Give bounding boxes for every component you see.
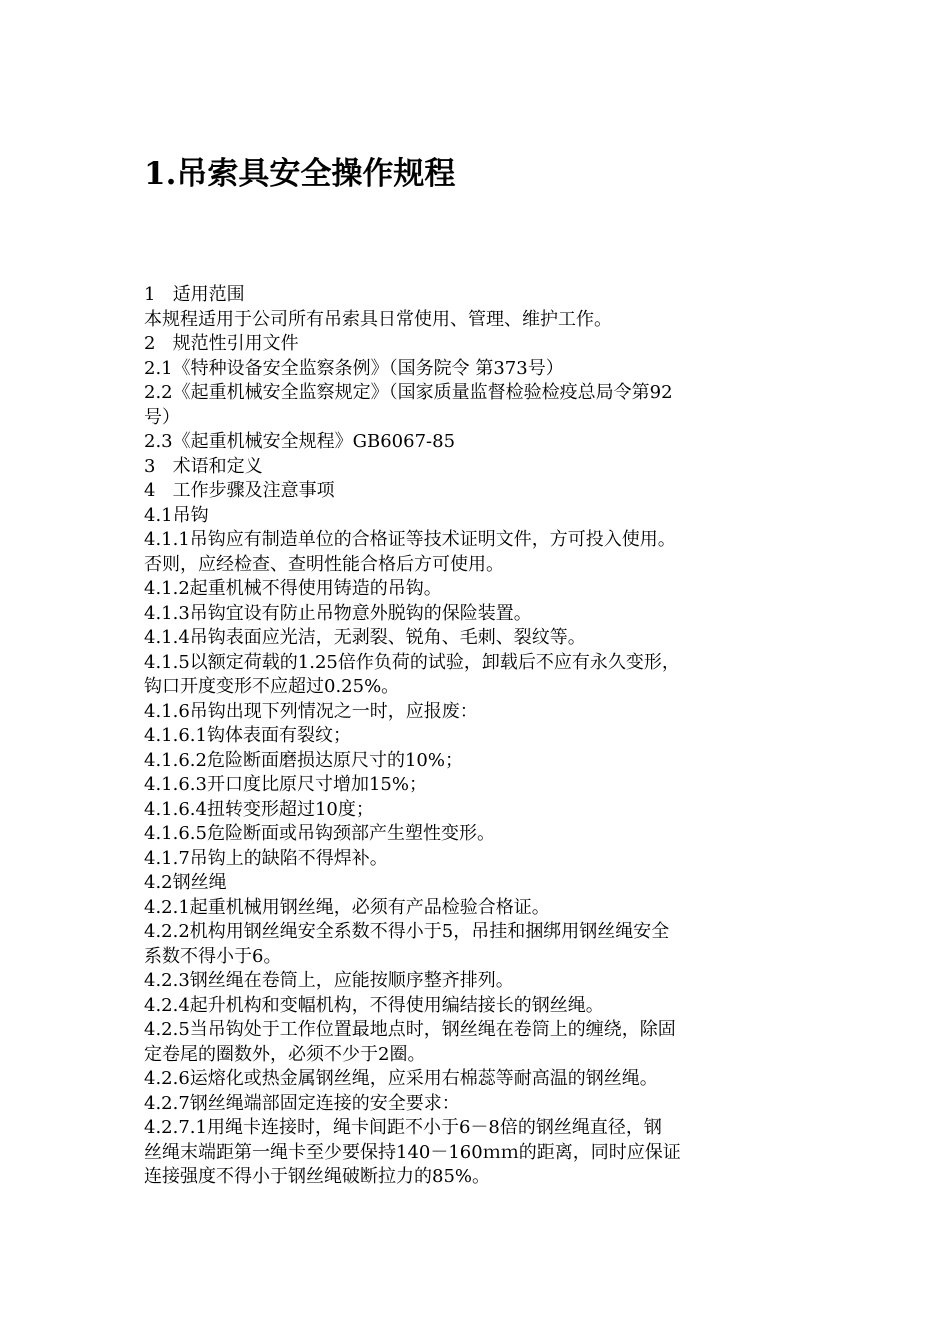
text-line: 丝绳末端距第一绳卡至少要保持140－160ｍｍ的距离，同时应保证	[144, 1141, 681, 1163]
text-line: 3 术语和定义	[144, 455, 263, 477]
text-line: 4.2.1起重机械用钢丝绳，必须有产品检验合格证。	[144, 896, 550, 918]
text-line: 2.3《起重机械安全规程》GB6067-85	[144, 431, 456, 452]
text-line: 4.1.6.2危险断面磨损达原尺寸的10%；	[144, 749, 463, 771]
text-line: 4.1吊钩	[144, 504, 209, 526]
text-line: 4.2.5当吊钩处于工作位置最地点时，钢丝绳在卷筒上的缠绕，除固	[144, 1019, 676, 1040]
text-line: 4.1.1吊钩应有制造单位的合格证等技术证明文件，方可投入使用。	[144, 529, 676, 550]
text-line: 连接强度不得小于钢丝绳破断拉力的85%。	[144, 1166, 491, 1187]
text-line: 1 适用范围	[144, 284, 245, 305]
text-line: 4.1.6.1钩体表面有裂纹；	[144, 725, 351, 746]
text-line: 4.1.4吊钩表面应光洁，无剥裂、锐角、毛刺、裂纹等。	[144, 627, 586, 648]
text-line: 本规程适用于公司所有吊索具日常使用、管理、维护工作。	[144, 308, 612, 330]
text-line: 系数不得小于6。	[144, 945, 282, 967]
text-line: 4.2.4起升机构和变幅机构，不得使用编结接长的钢丝绳。	[144, 994, 604, 1016]
text-line: 4.2.6运熔化或热金属钢丝绳，应采用右棉蕊等耐高温的钢丝绳。	[144, 1068, 658, 1089]
text-line: 钩口开度变形不应超过0.25%。	[144, 676, 400, 697]
text-line: 4.1.6吊钩出现下列情况之一时，应报废：	[144, 700, 478, 722]
text-line: 4.1.6.3开口度比原尺寸增加15%；	[144, 774, 427, 795]
text-line: 2.1《特种设备安全监察条例》（国务院令 第373号）	[144, 357, 564, 379]
text-line: 否则，应经检查、查明性能合格后方可使用。	[144, 553, 504, 575]
document-body	[144, 283, 804, 1190]
text-line: 4.2.7钢丝绳端部固定连接的安全要求：	[144, 1092, 460, 1114]
text-line: 4.1.7吊钩上的缺陷不得焊补。	[144, 847, 388, 869]
text-line: 4.2钢丝绳	[144, 872, 227, 893]
text-line: 4 工作步骤及注意事项	[144, 480, 335, 501]
text-line: 号）	[144, 406, 180, 428]
text-line: 4.2.3钢丝绳在卷筒上，应能按顺序整齐排列。	[144, 970, 514, 991]
text-line: 2.2《起重机械安全监察规定》（国家质量监督检验检疫总局令第92	[144, 382, 673, 403]
text-line: 4.1.5以额定荷载的1.25倍作负荷的试验，卸载后不应有永久变形，	[144, 651, 680, 673]
text-line: 4.1.6.4扭转变形超过10度；	[144, 798, 374, 820]
text-line: 2 规范性引用文件	[144, 333, 299, 354]
text-line: 4.2.2机构用钢丝绳安全系数不得小于5，吊挂和捆绑用钢丝绳安全	[144, 921, 670, 942]
document-title: 1.吊索具安全操作规程	[144, 156, 456, 192]
text-line: 4.1.3吊钩宜设有防止吊物意外脱钩的保险装置。	[144, 602, 532, 624]
text-line: 4.1.2起重机械不得使用铸造的吊钩。	[144, 578, 442, 599]
text-line: 定卷尾的圈数外，必须不少于2圈。	[144, 1043, 426, 1065]
text-line: 4.1.6.5危险断面或吊钩颈部产生塑性变形。	[144, 823, 495, 844]
text-line: 4.2.7.1用绳卡连接时，绳卡间距不小于6－8倍的钢丝绳直径，钢	[144, 1117, 662, 1138]
